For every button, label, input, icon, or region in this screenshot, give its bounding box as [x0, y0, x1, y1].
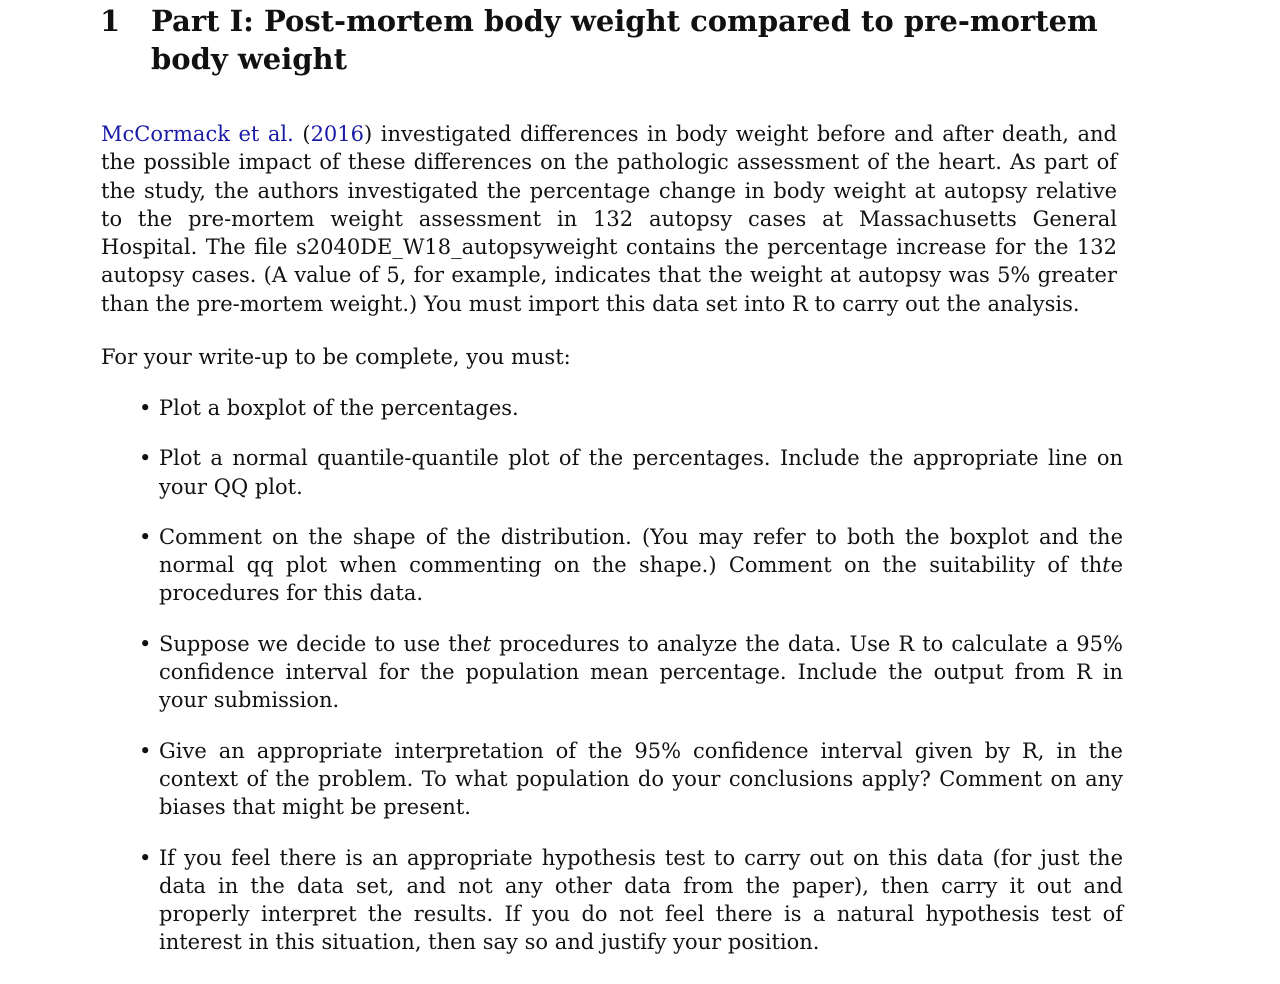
list-item-text: Plot a boxplot of the percentages. — [159, 396, 519, 420]
list-item — [101, 394, 1123, 422]
list-item — [101, 844, 1123, 957]
section-title: Part I: Post-mortem body weight compared to pre-mortem body weight — [151, 4, 1098, 76]
bullet-dot-icon: • — [139, 524, 152, 549]
list-item — [101, 630, 1123, 715]
citation-year-close: ) — [364, 122, 373, 146]
bullet-dot-icon: • — [139, 845, 152, 870]
list-item-text: Suppose we decide to use the — [159, 631, 483, 656]
list-item — [101, 444, 1123, 501]
list-item-text: Plot a normal quantile-quantile plot of the percentages. Include the appropriate line on your QQ plot. — [159, 446, 1123, 499]
t-symbol: t — [482, 631, 492, 656]
citation-year-open: ( — [293, 122, 311, 146]
citation-author-link[interactable]: McCormack et al. — [101, 122, 294, 146]
list-item-text: If you feel there is an appropriate hypothesis test to carry out on this data (for just the data in the data set, and not any other data from the paper), then carry it out and properly interpret the results. If you do not feel there is a natural hypothesis test of interest in this situation, then say so and justify your position. — [159, 845, 1123, 955]
bullet-dot-icon: • — [139, 738, 152, 763]
intro-paragraph — [101, 120, 1117, 318]
bullet-dot-icon: • — [139, 446, 152, 471]
citation-year-link[interactable]: 2016 — [310, 122, 365, 146]
t-symbol: t — [1102, 553, 1111, 578]
requirements-list — [101, 394, 1123, 979]
data-filename: s2040DE_W18_autopsyweight — [295, 235, 618, 260]
list-item-text-cont: e procedures for this data. — [159, 553, 1123, 606]
intro-text-1: investigated differences in body weight before and after death, and the possible impact of these differences on the pathologic assessment of the heart. As part of the study, the authors investigated the percentage change in body weight at autopsy relative to the pre-mortem weight assessment in 132 autopsy cases at Massachusetts General Hospital. The file — [101, 122, 1118, 260]
requirements-lead: For your write-up to be complete, you must: — [101, 345, 571, 369]
list-item-text: Give an appropriate interpretation of the 95% confidence interval given by R, in the context of the problem. To what population do your conclusions apply? Comment on any biases that might be present. — [159, 738, 1123, 820]
list-item — [101, 737, 1123, 822]
list-item-text: Comment on the shape of the distribution. (You may refer to both the boxplot and the normal qq plot when commenting on the shape.) Comment on the suitability of th — [159, 524, 1123, 578]
bullet-dot-icon: • — [139, 396, 152, 420]
bullet-dot-icon: • — [139, 631, 152, 656]
section-number: 1 — [100, 4, 121, 38]
list-item-text-cont: procedures to analyze the data. Use R to calculate a 95% confidence interval for the population mean percentage. Include the output from R in your submission. — [159, 631, 1123, 713]
intro-text-2: contains the percentage increase for the 132 autopsy cases. (A value of 5, for example, indicates that the weight at autopsy was 5% greater than the pre-mortem weight.) You must import this data set into R to carry out the analysis. — [101, 235, 1117, 316]
list-item — [101, 523, 1123, 608]
